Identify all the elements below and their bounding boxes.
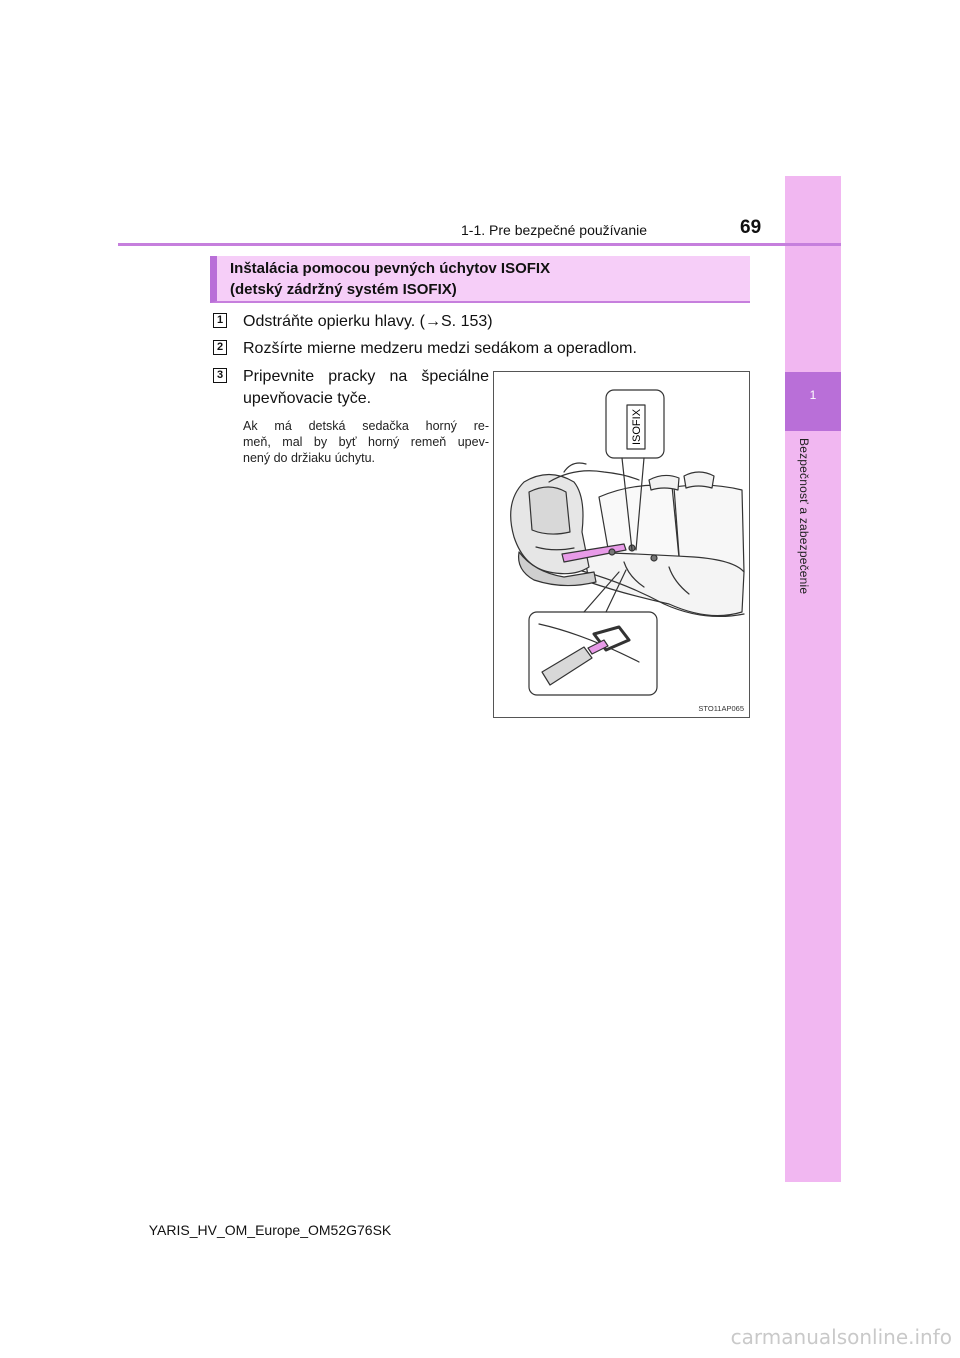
step-3-text-line-1: Pripevnite pracky na špeciálne	[243, 368, 489, 385]
isofix-tag-text: ISOFIX	[630, 408, 643, 446]
figure-code: STO11AP065	[698, 704, 744, 713]
isofix-drawing	[494, 372, 751, 719]
isofix-illustration	[493, 371, 750, 718]
step-1-text: Odstráňte opierku hlavy. (→S. 153)	[243, 313, 493, 330]
subheading-line-2: (detský zádržný systém ISOFIX)	[230, 281, 457, 298]
subheading-line-1: Inštalácia pomocou pevných úchytov ISOFIX	[230, 260, 551, 277]
note-paragraph	[243, 418, 489, 466]
section-title: 1-1. Pre bezpečné používanie	[461, 222, 648, 238]
note-line-2: meň, mal by byť horný remeň upev-	[243, 435, 489, 449]
headrest-left	[649, 475, 679, 490]
step-1-number: 1	[213, 313, 227, 328]
step-2-text: Rozšírte mierne medzeru medzi sedákom a operadlom.	[243, 340, 637, 357]
step-2-number: 2	[213, 340, 227, 355]
step-3-text-line-2: upevňovacie tyče.	[243, 390, 372, 407]
watermark: carmanualsonline.info	[730, 1325, 952, 1349]
headrest-right	[684, 472, 714, 488]
note-line-1: Ak má detská sedačka horný re-	[243, 419, 489, 433]
footer	[0, 1222, 960, 1238]
step-3-number: 3	[213, 368, 227, 383]
chapter-title: Bezpečnosť a zabezpečenie	[797, 438, 811, 595]
chapter-number: 1	[809, 388, 817, 402]
footer-doc-id: YARIS_HV_OM_Europe_OM52G76SK	[148, 1222, 392, 1238]
header-rule	[118, 243, 841, 246]
side-tab-strip	[785, 176, 841, 1182]
page-number: 69	[740, 217, 762, 238]
subheading-box	[210, 256, 750, 303]
note-line-3: nený do držiaku úchytu.	[243, 451, 376, 465]
